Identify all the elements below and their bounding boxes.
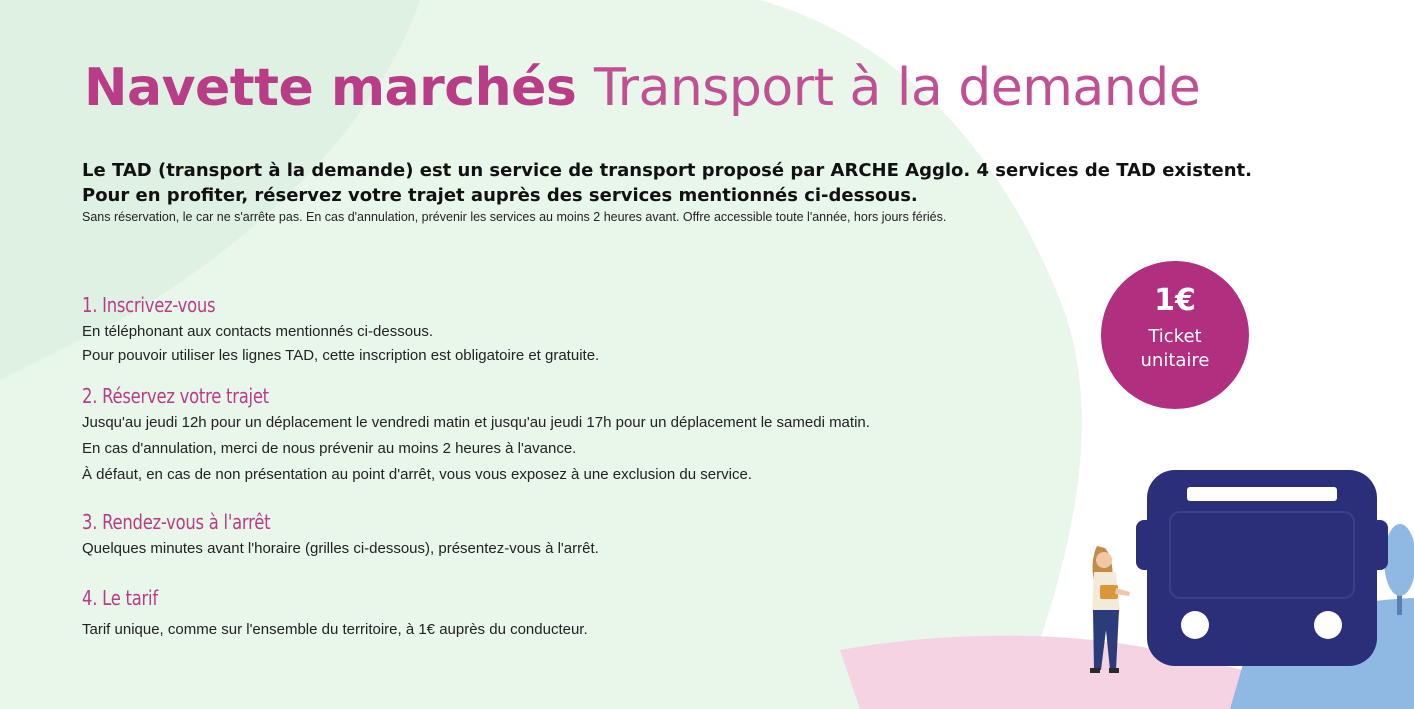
intro-note: Sans réservation, le car ne s'arrête pas. En cas d'annulation, prévenir les services au moins 2 heures avant. Offre accessible toute l'année, hors jours fériés. [82,210,947,224]
step-3-line-1: Quelques minutes avant l'horaire (grilles ci-dessous), présentez-vous à l'arrêt. [82,540,599,557]
bus-icon [1136,470,1388,666]
badge-label: Ticket unitaire [1140,326,1210,371]
step-4-line-1: Tarif unique, comme sur l'ensemble du territoire, à 1€ auprès du conducteur. [82,621,588,638]
step-2-line-2: En cas d'annulation, merci de nous prévenir au moins 2 heures à l'avance. [82,440,577,457]
title-bold: Navette marchés [84,58,577,118]
step-3-heading: 3. Rendez-vous à l'arrêt [82,510,271,534]
step-2-heading: 2. Réservez votre trajet [82,384,269,408]
intro-line-1: Le TAD (transport à la demande) est un service de transport proposé par ARCHE Agglo. 4 services de TAD existent. [82,160,1252,181]
person-illustration [1090,546,1130,673]
step-2-line-3: À défaut, en cas de non présentation au point d'arrêt, vous vous exposez à une exclusion du service. [82,466,752,483]
step-1-line-1: En téléphonant aux contacts mentionnés ci-dessous. [82,323,434,340]
tree-illustration [1384,524,1414,615]
title-light: Transport à la demande [593,58,1201,118]
step-4-heading: 4. Le tarif [82,586,158,610]
step-1-heading: 1. Inscrivez-vous [82,293,216,317]
step-1-line-2: Pour pouvoir utiliser les lignes TAD, cette inscription est obligatoire et gratuite. [82,347,600,364]
intro-line-2: Pour en profiter, réservez votre trajet auprès des services mentionnés ci-dessous. [82,185,918,206]
badge-price: 1€ [1154,283,1196,318]
step-2-line-1: Jusqu'au jeudi 12h pour un déplacement le vendredi matin et jusqu'au jeudi 17h pour un déplacement le samedi matin. [82,414,870,431]
